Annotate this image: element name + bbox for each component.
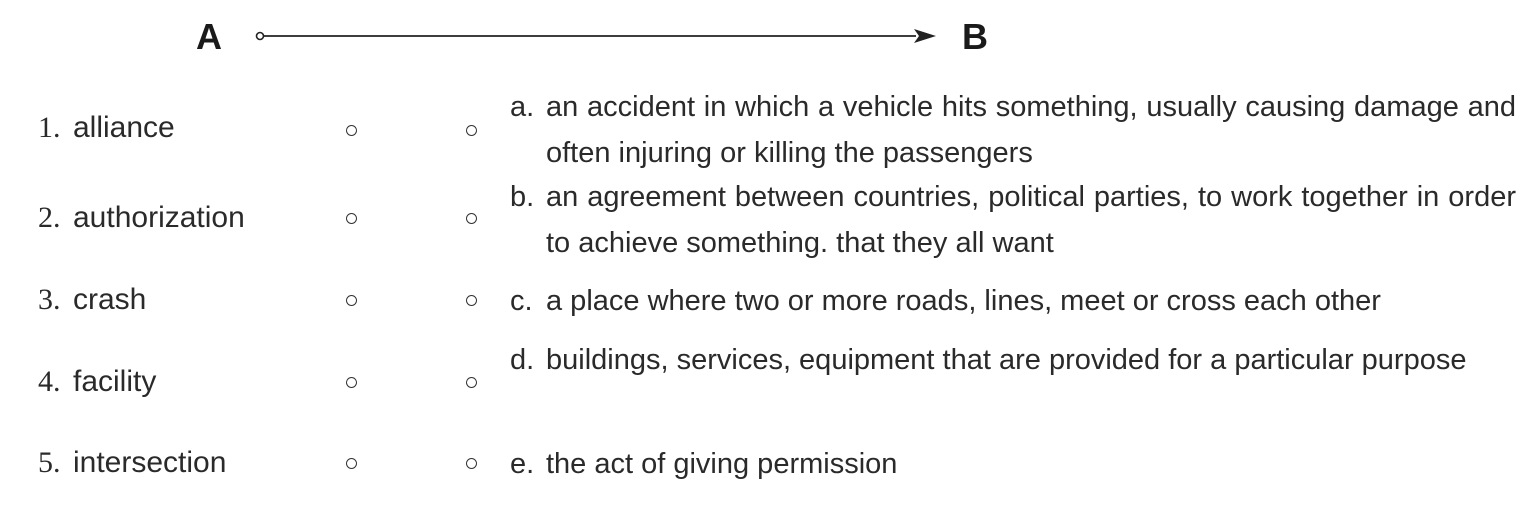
definition-letter: a. xyxy=(510,91,535,123)
definition-item xyxy=(510,278,1516,324)
definition-letter: e. xyxy=(510,448,535,480)
column-a-heading: A xyxy=(196,16,222,57)
definition-text: an agreement between countries, political parties, to work together in order to achieve something. that they all want xyxy=(546,181,1516,259)
definition-letter: b. xyxy=(510,181,535,213)
match-dot-right[interactable] xyxy=(466,125,477,136)
word-number: 5. xyxy=(38,446,61,479)
word-label: alliance xyxy=(73,111,175,144)
match-dot-left[interactable] xyxy=(346,125,357,136)
word-number: 4. xyxy=(38,365,61,398)
word-label: crash xyxy=(73,283,147,316)
definition-letter: d. xyxy=(510,344,535,376)
definition-text: buildings, services, equipment that are provided for a particular purpose xyxy=(546,344,1467,376)
match-dot-left[interactable] xyxy=(346,377,357,388)
word-number: 2. xyxy=(38,201,61,234)
word-number: 1. xyxy=(38,111,61,144)
arrow-icon xyxy=(250,22,950,52)
match-dot-right[interactable] xyxy=(466,377,477,388)
match-dot-left[interactable] xyxy=(346,213,357,224)
definition-text: an accident in which a vehicle hits something, usually causing damage and often injuring or killing the passengers xyxy=(546,91,1516,169)
definition-text: the act of giving permission xyxy=(546,448,898,480)
definition-text: a place where two or more roads, lines, meet or cross each other xyxy=(546,285,1381,317)
column-b-heading: B xyxy=(962,16,988,57)
definition-item xyxy=(510,174,1516,266)
definition-item xyxy=(510,84,1516,176)
definition-item xyxy=(510,337,1516,383)
definition-item xyxy=(510,441,1516,487)
word-number: 3. xyxy=(38,283,61,316)
word-label: authorization xyxy=(73,201,245,234)
word-label: facility xyxy=(73,365,157,398)
match-dot-left[interactable] xyxy=(346,295,357,306)
match-dot-right[interactable] xyxy=(466,458,477,469)
match-dot-left[interactable] xyxy=(346,458,357,469)
match-dot-right[interactable] xyxy=(466,295,477,306)
definition-letter: c. xyxy=(510,285,533,317)
match-dot-right[interactable] xyxy=(466,213,477,224)
word-label: intersection xyxy=(73,446,227,479)
